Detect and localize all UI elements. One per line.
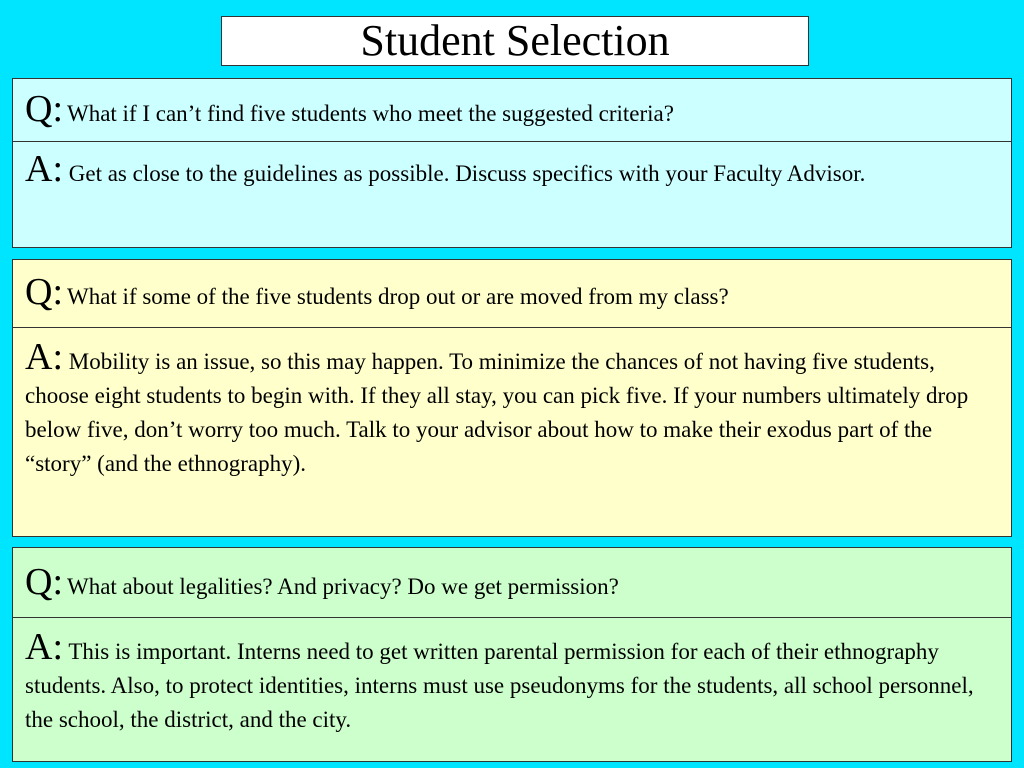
- a-label: A:: [25, 148, 63, 190]
- answer-text: Mobility is an issue, so this may happen. To minimize the chances of not having five students, choose eight students to begin with. If they all stay, you can pick five. If your numbers ultimately drop below five, don’t worry too much. Talk to your advisor about how to make their exodus part of the “story” (and the ethnography).: [25, 349, 969, 476]
- page-title: Student Selection: [221, 16, 809, 66]
- question-row: [13, 260, 1011, 328]
- question-text: What about legalities? And privacy? Do we get permission?: [67, 574, 619, 599]
- answer-row: [13, 618, 1011, 737]
- faq-item-mobility: [12, 259, 1012, 537]
- q-label: Q:: [25, 561, 63, 603]
- answer-row: [13, 142, 1011, 191]
- question-text: What if some of the five students drop out or are moved from my class?: [67, 284, 729, 309]
- q-label: Q:: [25, 88, 63, 130]
- answer-text: This is important. Interns need to get written parental permission for each of their ethnography students. Also, to protect identities, interns must use pseudonyms for the students, all school personnel, the school, the district, and the city.: [25, 639, 974, 732]
- faq-item-criteria: [12, 78, 1012, 248]
- answer-text: Get as close to the guidelines as possible. Discuss specifics with your Faculty Advisor.: [68, 161, 866, 186]
- a-label: A:: [25, 626, 63, 668]
- answer-row: [13, 328, 1011, 481]
- question-row: [13, 79, 1011, 142]
- a-label: A:: [25, 336, 63, 378]
- faq-item-legalities: [12, 547, 1012, 762]
- question-row: [13, 548, 1011, 618]
- question-text: What if I can’t find five students who meet the suggested criteria?: [67, 101, 674, 126]
- q-label: Q:: [25, 271, 63, 313]
